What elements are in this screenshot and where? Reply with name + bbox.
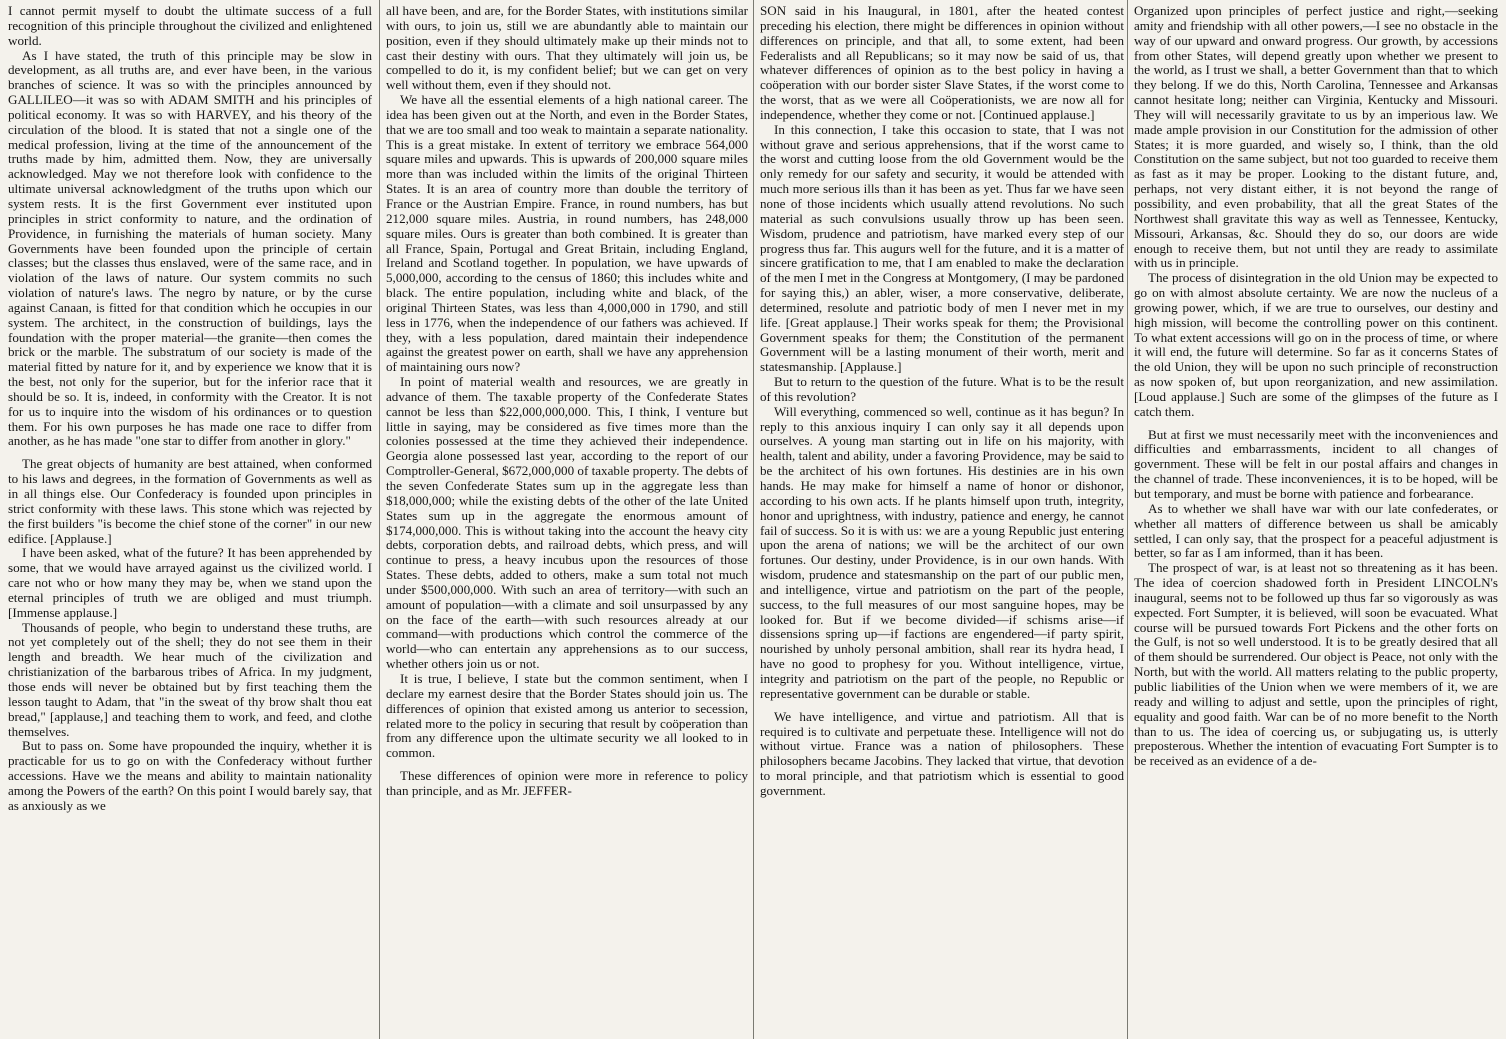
column-3 [760, 4, 1124, 1036]
paragraph: We have all the essential elements of a high national career. The idea has been given out at the North, and even in the Border States, that we are too small and too weak to maintain a separate nationality. This is a great mistake. In extent of territory we embrace 564,000 square miles and upwards. This is upwards of 200,000 square miles more than was included within the limits of the original Thirteen States. It is an area of country more than double the territory of France or the Austrian Empire. France, in round numbers, has but 212,000 square miles. Austria, in round numbers, has 248,000 square miles. Ours is greater than both combined. It is greater than all France, Spain, Portugal and Great Britain, including England, Ireland and Scotland together. In population, we have upwards of 5,000,000, according to the census of 1860; this includes white and black. The entire population, including white and black, of the original Thirteen States, was less than 4,000,000 in 1790, and still less in 1776, when the independence of our fathers was achieved. If they, with a less population, dared maintain their independence against the greatest power on earth, shall we have any apprehension of maintaining ours now? [386, 92, 748, 375]
paragraph: But to pass on. Some have propounded the inquiry, whether it is practicable for us to go on with the Confederacy without further accessions. Have we the means and ability to maintain nationality among the Powers of the earth? On this point I would barely say, that as anxiously as we [8, 738, 372, 813]
paragraph: The process of disintegration in the old Union may be expected to go on with almost absolute certainty. We are now the nucleus of a growing power, which, if we are true to ourselves, our destiny and high mission, will become the controlling power on this continent. To what extent accessions will go on in the process of time, or where it will end, the future will determine. So far as it concerns States of the old Union, they will be upon no such principle of reconstruction as now spoken of, but upon reorganization, and new assimilation. [Loud applause.] Such are some of the glimpses of the future as I catch them. [1134, 270, 1498, 419]
paragraph: Will everything, commenced so well, continue as it has begun? In reply to this anxious inquiry I can only say it all depends upon ourselves. A young man starting out in life on his majority, with health, talent and ability, under a favoring Providence, may be said to be the architect of his own fortunes. His destinies are in his own hands. He may make for himself a name of honor or dishonor, according to his own acts. If he plants himself upon truth, integrity, honor and uprightness, with industry, patience and energy, he cannot fail of success. So it is with us: we are a young Republic just entering upon the arena of nations; we will be the architect of our own fortunes. Our destiny, under Providence, is in our own hands. With wisdom, prudence and statesmanship on the part of our public men, and intelligence, virtue and patriotism on the part of the people, success, to the full measures of our most sanguine hopes, may be looked for. But if we become divided—if schisms arise—if dissensions spring up—if factions are engendered—if party spirit, nourished by unholy personal ambition, shall rear its hydra head, I have no good to prophesy for you. Without intelligence, virtue, integrity and patriotism on the part of the people, no Republic or representative government can be durable or stable. [760, 403, 1124, 701]
paragraph: Organized upon principles of perfect justice and right,—seeking amity and friendship with all other powers,—I see no obstacle in the way of our upward and onward progress. Our growth, by accessions from other States, will depend greatly upon whether we present to the world, as I trust we shall, a better Government than that to which they belong. If we do this, North Carolina, Tennessee and Arkansas cannot hesitate long; neither can Virginia, Kentucky and Missouri. They will will necessarily gravitate to us by an imperious law. We made ample provision in our Constitution for the admission of other States; it is more guarded, and wisely so, I think, than the old Constitution on the same subject, but not too guarded to receive them as fast as it may be proper. Looking to the distant future, and, perhaps, not very distant either, it is not beyond the range of possibility, and even probability, that all the great States of the Northwest shall gravitate this way as well as Tennessee, Kentucky, Missouri, Arkansas, &c. Should they do so, our doors are wide enough to receive them, but not until they are ready to assimilate with us in principle. [1134, 4, 1498, 271]
paragraph: In point of material wealth and resources, we are greatly in advance of them. The taxable property of the Confederate States cannot be less than $22,000,000,000. This, I think, I venture but little in saying, may be considered as five times more than the colonies possessed at the time they achieved their independence. Georgia alone possessed last year, according to the report of our Comptroller-General, $672,000,000 of taxable property. The debts of the seven Confederate States sum up in the aggregate less than $18,000,000; while the existing debts of the other of the late United States sum up in the aggregate the enormous amount of $174,000,000. This is without taking into the account the heavy city debts, corporation debts, and railroad debts, which press, and will continue to press, a heavy incubus upon the resources of those States. These debts, added to others, make a sum total not much under $500,000,000. With such an area of territory—with such an amount of population—with a climate and soil unsurpassed by any on the face of the earth—with such resources already at our command—with productions which control the commerce of the world—who can entertain any apprehensions as to our success, whether others join us or not. [386, 374, 748, 672]
column-2 [386, 4, 748, 1036]
paragraph: As to whether we shall have war with our late confederates, or whether all matters of difference between us shall be amicably settled, I can only say, that the prospect for a peaceful adjustment is better, so far as I am informed, than it has been. [1134, 500, 1498, 561]
column-rule [379, 0, 380, 1039]
column-rule [1127, 0, 1128, 1039]
paragraph: Thousands of people, who begin to understand these truths, are not yet completely out of the shell; they do not see them in their length and breadth. We hear much of the civilization and christianization of the barbarous tribes of Africa. In my judgment, those ends will never be obtained but by first teaching them the lesson taught to Adam, that "in the sweat of thy brow shalt thou eat bread," [applause,] and teaching them to work, and feed, and clothe themselves. [8, 619, 372, 739]
column-rule [753, 0, 754, 1039]
paragraph: I have been asked, what of the future? It has been apprehended by some, that we would have arrayed against us the civilized world. I care not who or how many they may be, when we stand upon the eternal principles of truth we are obliged and must triumph. [Immense applause.] [8, 545, 372, 620]
paragraph: We have intelligence, and virtue and patriotism. All that is required is to cultivate and perpetuate these. Intelligence will not do without virtue. France was a nation of philosophers. These philosophers became Jacobins. They lacked that virtue, that devotion to moral principle, and that patriotism which is essential to good government. [760, 708, 1124, 798]
paragraph: As I have stated, the truth of this principle may be slow in development, as all truths are, and ever have been, in the various branches of science. It was so with the principles announced by GALLILEO—it was so with ADAM SMITH and his principles of political economy. It was so with HARVEY, and his theory of the circulation of the blood. It is stated that not a single one of the medical profession, living at the time of the announcement of the truths made by him, admitted them. Now, they are universally acknowledged. May we not therefore look with confidence to the ultimate universal acknowledgment of the truths upon which our system rests. It is the first Government ever instituted upon principles in strict conformity to nature, and the ordination of Providence, in furnishing the materials of human society. Many Governments have been founded upon the principle of certain classes; but the classes thus enslaved, were of the same race, and in violation of the laws of nature. Our system commits no such violation of nature's laws. The negro by nature, or by the curse against Canaan, is fitted for that condition which he occupies in our system. The architect, in the construction of buildings, lays the foundation with the proper material—the granite—then comes the brick or the marble. The substratum of our society is made of the material fitted by nature for it, and by experience we know that it is the best, not only for the superior, but for the inferior race that it should be so. It is, indeed, in conformity with the Creator. It is not for us to inquire into the wisdom of his ordinances or to question them. For his own purposes he has made one race to differ from another, as he has made "one star to differ from another in glory." [8, 47, 372, 449]
paragraph: all have been, and are, for the Border States, with institutions similar with ours, to join us, still we are abundantly able to maintain our position, even if they should ultimately make up their minds not to cast their destiny with ours. That they ultimately will join us, be compelled to do it, is my confident belief; but we can get on very well without them, even if they should not. [386, 4, 748, 93]
paragraph: The prospect of war, is at least not so threatening as it has been. The idea of coercion shadowed forth in President LINCOLN's inaugural, seems not to be followed up thus far so vigorously as was expected. Fort Sumpter, it is believed, will soon be evacuated. What course will be pursued towards Fort Pickens and the other forts on the Gulf, is not so well understood. It is to be greatly desired that all of them should be surrendered. Our object is Peace, not only with the North, but with the world. All matters relating to the public property, public liabilities of the Union when we were members of it, we are ready and willing to adjust and settle, upon the principles of right, equality and good faith. War can be of no more benefit to the North than to us. The idea of coercing us, or subjugating us, is utterly preposterous. Whether the intention of evacuating Fort Sumpter is to be received as an evidence of a de- [1134, 560, 1498, 769]
paragraph: It is true, I believe, I state but the common sentiment, when I declare my earnest desire that the Border States should join us. The differences of opinion that existed among us anterior to secession, related more to the policy in securing that result by coöperation than from any difference upon the ultimate security we all looked to in common. [386, 670, 748, 761]
paragraph: In this connection, I take this occasion to state, that I was not without grave and serious apprehensions, that if the worst came to the worst and cutting loose from the old Government would be the only remedy for our safety and security, it would be attended with much more serious ills than it has been as yet. Thus far we have seen none of those incidents which usually attend revolutions. No such material as such convulsions usually throw up has been seen. Wisdom, prudence and patriotism, have marked every step of our progress thus far. This augurs well for the future, and it is a matter of sincere gratification to me, that I am enabled to make the declaration of the men I met in the Congress at Montgomery, (I may be pardoned for saying this,) an abler, wiser, a more conservative, deliberate, determined, resolute and patriotic body of men I never met in my life. [Great applause.] Their works speak for them; the Provisional Government speaks for them; the Constitution of the permanent Government will be a lasting monument of their worth, merit and statesmanship. [Applause.] [760, 121, 1124, 375]
paragraph: SON said in his Inaugural, in 1801, after the heated contest preceding his election, there might be differences in opinion without differences on principle, and that all, to some extent, had been Federalists and all Republicans; so it may now be said of us, that whatever differences of opinion as to the best policy in having a coöperation with our border sister Slave States, if the worst come to the worst, that as we were all Coöperationists, we are now all for independence, whether they come or not. [Continued applause.] [760, 4, 1124, 122]
paragraph: I cannot permit myself to doubt the ultimate success of a full recognition of this principle throughout the civilized and enlightened world. [8, 4, 372, 48]
column-1 [8, 4, 372, 1036]
paragraph: These differences of opinion were more in reference to policy than principle, and as Mr. JEFFER- [386, 768, 748, 798]
paragraph: But to return to the question of the future. What is to be the result of this revolution? [760, 374, 1124, 404]
column-4 [1134, 4, 1498, 1036]
paragraph: The great objects of humanity are best attained, when conformed to his laws and degrees, in the formation of Governments as well as in all things else. Our Confederacy is founded upon principles in strict conformity with these laws. This stone which was rejected by the first builders "is become the chief stone of the corner" in our new edifice. [Applause.] [8, 456, 372, 546]
paragraph: But at first we must necessarily meet with the inconveniences and difficulties and embarrassments, incident to all changes of government. These will be felt in our postal affairs and changes in the channel of trade. These inconveniences, it is to be hoped, will be but temporary, and must be borne with patience and forbearance. [1134, 426, 1498, 501]
